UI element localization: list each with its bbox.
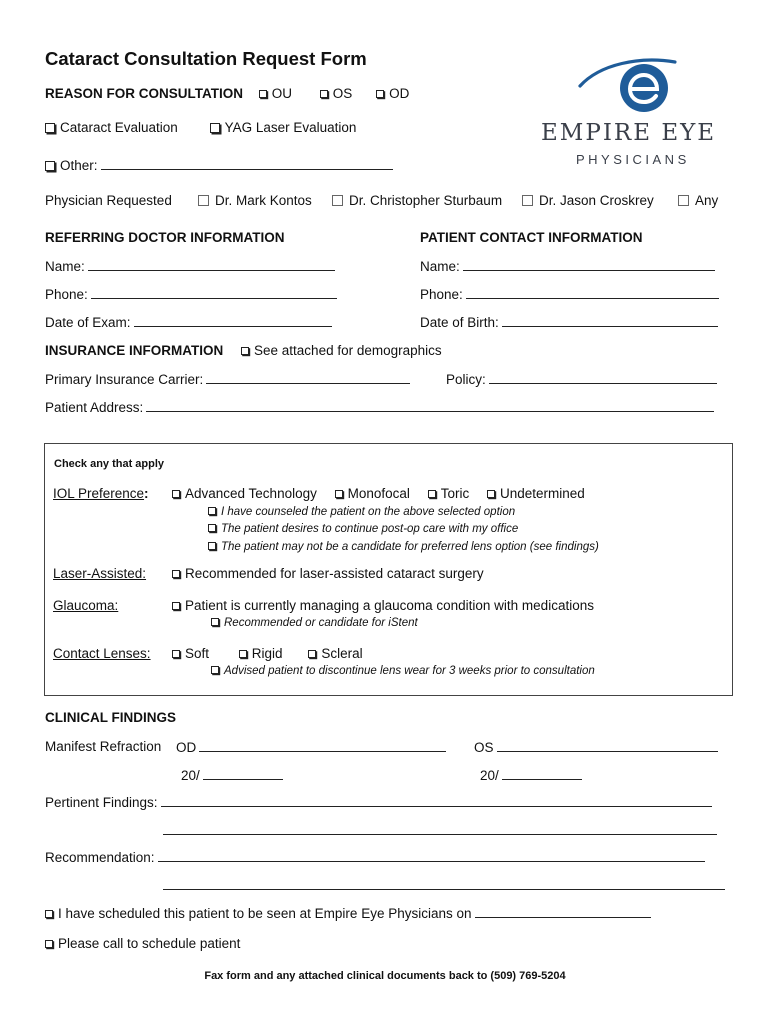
- manifest-label: Manifest Refraction: [45, 739, 162, 754]
- checkbox-icon[interactable]: [335, 490, 343, 498]
- iol-label: IOL Preference:: [53, 486, 149, 501]
- checkbox-icon[interactable]: [208, 507, 216, 515]
- patient-name-field[interactable]: [463, 258, 715, 271]
- referring-phone-row: Phone:: [45, 286, 337, 302]
- referring-phone-field[interactable]: [91, 286, 337, 299]
- recommendation-field[interactable]: [158, 849, 705, 862]
- checkbox-icon[interactable]: [320, 90, 328, 98]
- contacts-rigid-option[interactable]: Rigid: [239, 646, 283, 661]
- checkbox-icon[interactable]: [208, 542, 216, 550]
- apply-header: Check any that apply: [54, 458, 165, 470]
- glaucoma-istent-option[interactable]: Recommended or candidate for iStent: [211, 617, 418, 629]
- physician-kontos[interactable]: Dr. Mark Kontos: [198, 193, 312, 208]
- referring-name-row: Name:: [45, 258, 335, 274]
- checkbox-icon[interactable]: [522, 195, 533, 206]
- attached-demographics-option[interactable]: See attached for demographics: [241, 343, 442, 358]
- iol-sub-counseled[interactable]: I have counseled the patient on the above selected option: [208, 506, 515, 518]
- other-row: [45, 157, 393, 173]
- logo-sub: PHYSICIANS: [576, 152, 690, 167]
- checkbox-icon[interactable]: [241, 347, 249, 355]
- os-option[interactable]: OS: [320, 86, 353, 101]
- acuity-od-field[interactable]: [203, 767, 283, 780]
- checkbox-icon[interactable]: [45, 161, 55, 171]
- manifest-od-row: OD: [176, 739, 446, 755]
- acuity-od-row: 20/: [181, 767, 283, 783]
- carrier-field[interactable]: [206, 371, 410, 384]
- patient-phone-field[interactable]: [466, 286, 719, 299]
- glaucoma-label: Glaucoma:: [53, 598, 119, 613]
- iol-monofocal-option[interactable]: Monofocal: [335, 486, 410, 501]
- logo: [540, 56, 720, 174]
- checkbox-icon[interactable]: [172, 602, 180, 610]
- iol-toric-option[interactable]: Toric: [428, 486, 470, 501]
- insurance-row: [45, 343, 442, 358]
- acuity-os-row: 20/: [480, 767, 582, 783]
- contacts-options: [172, 646, 363, 661]
- other-field[interactable]: [101, 157, 393, 170]
- laser-option[interactable]: Recommended for laser-assisted cataract surgery: [172, 566, 484, 581]
- recommendation-field-line-2[interactable]: [163, 877, 725, 890]
- clinical-header: CLINICAL FINDINGS: [45, 710, 176, 725]
- page-title: Cataract Consultation Request Form: [45, 48, 367, 69]
- manifest-od-field[interactable]: [199, 739, 446, 752]
- checkbox-icon[interactable]: [210, 123, 220, 133]
- contacts-scleral-option[interactable]: Scleral: [308, 646, 362, 661]
- referring-header: REFERRING DOCTOR INFORMATION: [45, 230, 285, 245]
- patient-phone-row: Phone:: [420, 286, 719, 302]
- yag-eval-option[interactable]: YAG Laser Evaluation: [210, 120, 357, 135]
- od-option[interactable]: OD: [376, 86, 409, 101]
- checkbox-icon[interactable]: [211, 618, 219, 626]
- pertinent-field[interactable]: [161, 794, 712, 807]
- manifest-os-field[interactable]: [497, 739, 718, 752]
- checkbox-icon[interactable]: [259, 90, 267, 98]
- patient-name-row: Name:: [420, 258, 715, 274]
- referring-exam-row: Date of Exam:: [45, 314, 332, 330]
- carrier-row: Primary Insurance Carrier:: [45, 371, 410, 387]
- recommendation-row: Recommendation:: [45, 849, 705, 865]
- referring-exam-field[interactable]: [134, 314, 332, 327]
- acuity-os-field[interactable]: [502, 767, 582, 780]
- checkbox-icon[interactable]: [45, 123, 55, 133]
- checkbox-icon[interactable]: [376, 90, 384, 98]
- laser-label: Laser-Assisted:: [53, 566, 147, 581]
- contacts-label: Contact Lenses:: [53, 646, 151, 661]
- iol-undetermined-option[interactable]: Undetermined: [487, 486, 585, 501]
- checkbox-icon[interactable]: [308, 650, 316, 658]
- manifest-os-row: OS: [474, 739, 718, 755]
- iol-advanced-option[interactable]: Advanced Technology: [172, 486, 317, 501]
- reason-row: [45, 86, 409, 101]
- checkbox-icon[interactable]: [45, 910, 53, 918]
- iol-sub-candidate[interactable]: The patient may not be a candidate for preferred lens option (see findings): [208, 541, 599, 553]
- checkbox-icon[interactable]: [239, 650, 247, 658]
- logo-name: EMPIRE EYE: [541, 120, 717, 146]
- checkbox-icon[interactable]: [45, 940, 53, 948]
- fax-note: Fax form and any attached clinical documents back to (509) 769-5204: [204, 970, 566, 982]
- checkbox-icon[interactable]: [332, 195, 343, 206]
- eval-row: [45, 120, 356, 135]
- call-option[interactable]: Please call to schedule patient: [45, 936, 240, 951]
- iol-sub-postop[interactable]: The patient desires to continue post-op care with my office: [208, 523, 518, 535]
- policy-row: Policy:: [446, 371, 717, 387]
- ou-option[interactable]: OU: [259, 86, 292, 101]
- checkbox-icon[interactable]: [678, 195, 689, 206]
- scheduled-row: I have scheduled this patient to be seen at Empire Eye Physicians on: [45, 905, 651, 921]
- checkbox-icon[interactable]: [487, 490, 495, 498]
- physician-sturbaum[interactable]: Dr. Christopher Sturbaum: [332, 193, 502, 208]
- referring-name-field[interactable]: [88, 258, 335, 271]
- eye-logo-icon: [540, 56, 720, 116]
- pertinent-row: Pertinent Findings:: [45, 794, 712, 810]
- cataract-eval-option[interactable]: Cataract Evaluation: [45, 120, 178, 135]
- checkbox-icon[interactable]: [172, 570, 180, 578]
- checkbox-icon[interactable]: [172, 650, 180, 658]
- other-label: Other:: [60, 158, 98, 173]
- pertinent-field-line-2[interactable]: [163, 822, 717, 835]
- address-row: Patient Address:: [45, 399, 714, 415]
- scheduled-date-field[interactable]: [475, 905, 651, 918]
- checkbox-icon[interactable]: [198, 195, 209, 206]
- patient-dob-field[interactable]: [502, 314, 718, 327]
- reason-label: REASON FOR CONSULTATION: [45, 86, 243, 101]
- policy-field[interactable]: [489, 371, 717, 384]
- physician-croskrey[interactable]: Dr. Jason Croskrey: [522, 193, 654, 208]
- checkbox-icon[interactable]: [211, 666, 219, 674]
- checkbox-icon[interactable]: [208, 524, 216, 532]
- iol-options: [172, 486, 585, 501]
- physician-label: Physician Requested: [45, 193, 172, 208]
- contacts-soft-option[interactable]: Soft: [172, 646, 209, 661]
- insurance-header: INSURANCE INFORMATION: [45, 343, 224, 358]
- glaucoma-option[interactable]: Patient is currently managing a glaucoma condition with medications: [172, 598, 594, 613]
- patient-header: PATIENT CONTACT INFORMATION: [420, 230, 643, 245]
- contacts-discontinue-option[interactable]: Advised patient to discontinue lens wear for 3 weeks prior to consultation: [211, 665, 595, 677]
- checkbox-icon[interactable]: [428, 490, 436, 498]
- patient-dob-row: Date of Birth:: [420, 314, 718, 330]
- physician-any[interactable]: Any: [678, 193, 718, 208]
- address-field[interactable]: [146, 399, 714, 412]
- checkbox-icon[interactable]: [172, 490, 180, 498]
